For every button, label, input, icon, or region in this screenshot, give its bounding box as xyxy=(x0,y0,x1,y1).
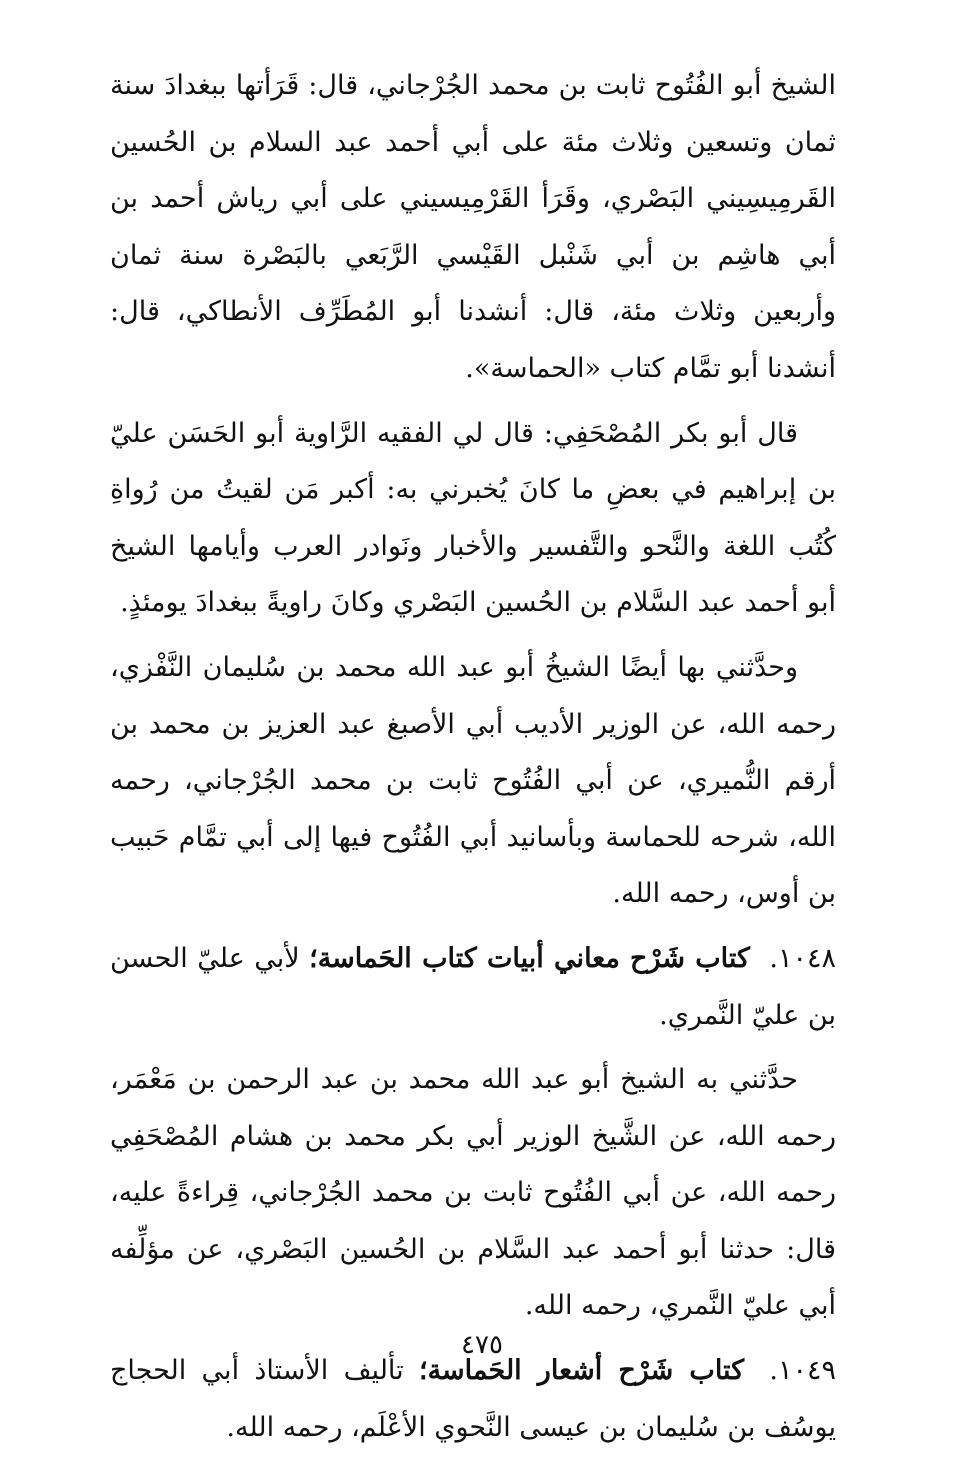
paragraph-4: حدَّثني به الشيخ أبو عبد الله محمد بن عبد الرحمن بن مَعْمَر، رحمه الله، عن الشَّيخ الوزير أبي بكر محمد بن هشام المُصْحَفِي رحمه الله، عن أبي الفُتُوح ثابت بن محمد الجُرْجاني، قِراءةً عليه، قال: حدثنا أبو أحمد عبد السَّلام بن الحُسين البَصْري، عن مؤلِّفه أبي عليّ النَّمري، رحمه الله. xyxy=(110,1064,836,1322)
entry-title: كتاب شَرْح معاني أبيات كتاب الحَماسة؛ xyxy=(309,942,750,974)
entry-number: ١٠٤٨. xyxy=(769,942,836,974)
paragraph-1: الشيخ أبو الفُتُوح ثابت بن محمد الجُرْجاني، قال: قَرَأتها ببغدادَ سنة ثمان وتسعين وثلاث مئة على أبي أحمد عبد السلام بن الحُسين القَرمِيسِيني البَصْري، وقَرَأ القَرْمِيسيني على أبي رياش أحمد بن أبي هاشِم بن أبي شَنْبل القَيْسي الرَّبَعي بالبَصْرة سنة ثمان وأربعين وثلاث مئة، قال: أنشدنا أبو المُطَرِّف الأنطاكي، قال: أنشدنا أبو تمَّام كتاب «الحماسة». xyxy=(110,70,836,384)
entry-1048 xyxy=(110,931,836,1044)
page-body xyxy=(110,58,836,1464)
page-number: ٤٧٥ xyxy=(461,1330,503,1360)
paragraph-3: وحدَّثني بها أيضًا الشيخُ أبو عبد الله محمد بن سُليمان النَّفْزي، رحمه الله، عن الوزير الأديب أبي الأصبغ عبد العزيز بن محمد بن أرقم النُّميري، عن أبي الفُتُوح ثابت بن محمد الجُرْجاني، رحمه الله، شرحه للحماسة وبأسانيد أبي الفُتُوح فيها إلى أبي تمَّام حَبيب بن أوس، رحمه الله. xyxy=(110,651,836,910)
paragraph-2: قال أبو بكر المُصْحَفِي: قال لي الفقيه الرَّاوية أبو الحَسَن عليّ بن إبراهيم في بعضِ ما كانَ يُخبرني به: أكبر مَن لقيتُ من رُواةِ كُتُب اللغة والنَّحو والتَّفسير والأخبار ونَوادر العرب وأيامها الشيخ أبو أحمد عبد السَّلام بن الحُسين البَصْري وكانَ راويةً ببغدادَ يومئذٍ. xyxy=(110,417,836,619)
entry-1049 xyxy=(110,1343,836,1456)
entry-rest: لأبي عليّ الحسن بن عليّ النَّمري. xyxy=(110,942,836,1031)
entry-rest: تأليف الأستاذ أبي الحجاج يوسُف بن سُليمان بن عيسى النَّحوي الأعْلَم، رحمه الله. xyxy=(110,1355,836,1443)
entry-number: ١٠٤٩. xyxy=(769,1355,836,1387)
entry-title: كتاب شَرْح أشعار الحَماسة؛ xyxy=(419,1355,745,1387)
